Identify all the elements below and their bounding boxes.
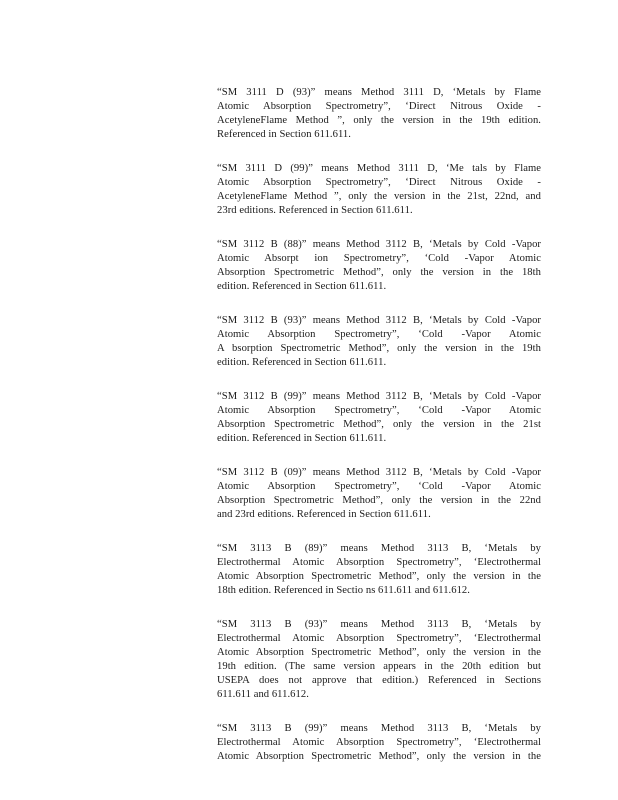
text-line: “SM 3113 B (89)” means Method 3113 B, ‘Metals by	[217, 543, 541, 554]
definitions-text-block	[217, 86, 541, 784]
text-line: Atomic Absorpt ion Spectrometry”, ‘Cold -Vapor Atomic	[217, 253, 541, 264]
text-line: edition. Referenced in Section 611.611.	[217, 357, 387, 368]
text-line: “SM 3111 D (93)” means Method 3111 D, ‘Metals by Flame	[217, 87, 541, 98]
definition-paragraph-sm-3113-b-93	[217, 618, 541, 702]
text-line: Atomic Absorption Spectrometric Method”, only the version in the	[217, 751, 541, 762]
text-line: Atomic Absorption Spectrometry”, ‘Cold -Vapor Atomic	[217, 405, 541, 416]
text-line: and 23rd editions. Referenced in Section 611.611.	[217, 509, 431, 520]
definition-paragraph-sm-3112-b-99	[217, 390, 541, 446]
text-line: “SM 3111 D (99)” means Method 3111 D, ‘Me tals by Flame	[217, 163, 541, 174]
text-line: Atomic Absorption Spectrometry”, ‘Cold -Vapor Atomic	[217, 481, 541, 492]
text-line: Atomic Absorption Spectrometry”, ‘Direct Nitrous Oxide -	[217, 177, 541, 188]
text-line: Atomic Absorption Spectrometric Method”, only the version in the	[217, 571, 541, 582]
text-line: 23rd editions. Referenced in Section 611.611.	[217, 205, 413, 216]
text-line: 18th edition. Referenced in Sectio ns 611.611 and 611.612.	[217, 585, 470, 596]
text-line: “SM 3113 B (93)” means Method 3113 B, ‘Metals by	[217, 619, 541, 630]
text-line: Atomic Absorption Spectrometry”, ‘Direct Nitrous Oxide -	[217, 101, 541, 112]
text-line: Electrothermal Atomic Absorption Spectrometry”, ‘Electrothermal	[217, 633, 541, 644]
text-line: Referenced in Section 611.611.	[217, 129, 351, 140]
text-line: “SM 3112 B (09)” means Method 3112 B, ‘Metals by Cold -Vapor	[217, 467, 541, 478]
definition-paragraph-sm-3112-b-88	[217, 238, 541, 294]
text-line: AcetyleneFlame Method ”, only the version in the 21st, 22nd, and	[217, 191, 541, 202]
text-line: Electrothermal Atomic Absorption Spectrometry”, ‘Electrothermal	[217, 557, 541, 568]
definition-paragraph-sm-3111-d-99	[217, 162, 541, 218]
definition-paragraph-sm-3112-b-09	[217, 466, 541, 522]
definition-paragraph-sm-3113-b-89	[217, 542, 541, 598]
definition-paragraph-sm-3111-d-93	[217, 86, 541, 142]
text-line: Atomic Absorption Spectrometry”, ‘Cold -Vapor Atomic	[217, 329, 541, 340]
definition-paragraph-sm-3113-b-99	[217, 722, 541, 764]
text-line: edition. Referenced in Section 611.611.	[217, 281, 387, 292]
text-line: “SM 3112 B (99)” means Method 3112 B, ‘Metals by Cold -Vapor	[217, 391, 541, 402]
text-line: 611.611 and 611.612.	[217, 689, 309, 700]
definition-paragraph-sm-3112-b-93	[217, 314, 541, 370]
text-line: A bsorption Spectrometric Method”, only the version in the 19th	[217, 343, 541, 354]
text-line: “SM 3112 B (88)” means Method 3112 B, ‘Metals by Cold -Vapor	[217, 239, 541, 250]
text-line: Absorption Spectrometric Method”, only the version in the 22nd	[217, 495, 541, 506]
text-line: Electrothermal Atomic Absorption Spectrometry”, ‘Electrothermal	[217, 737, 541, 748]
text-line: AcetyleneFlame Method ”, only the version in the 19th edition.	[217, 115, 541, 126]
text-line: “SM 3113 B (99)” means Method 3113 B, ‘Metals by	[217, 723, 541, 734]
text-line: “SM 3112 B (93)” means Method 3112 B, ‘Metals by Cold -Vapor	[217, 315, 541, 326]
text-line: Atomic Absorption Spectrometric Method”, only the version in the	[217, 647, 541, 658]
text-line: edition. Referenced in Section 611.611.	[217, 433, 387, 444]
text-line: Absorption Spectrometric Method”, only the version in the 18th	[217, 267, 541, 278]
text-line: Absorption Spectrometric Method”, only the version in the 21st	[217, 419, 541, 430]
text-line: USEPA does not approve that edition.) Referenced in Sections	[217, 675, 541, 686]
text-line: 19th edition. (The same version appears in the 20th edition but	[217, 661, 541, 672]
